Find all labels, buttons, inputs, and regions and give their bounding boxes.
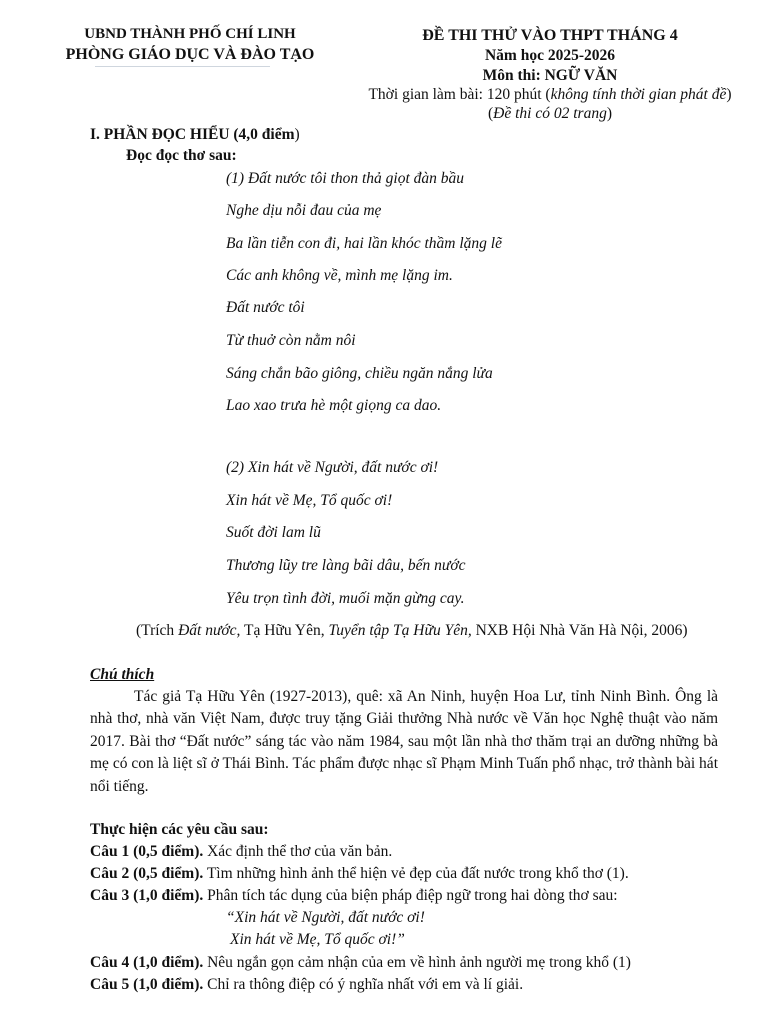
question-1 <box>90 843 392 861</box>
tasks-heading: Thực hiện các yêu cầu sau: <box>90 821 269 838</box>
time-suffix: ) <box>726 86 732 103</box>
section-title-close: ) <box>294 126 300 143</box>
poem-line: Sáng chắn bão giông, chiều ngăn nắng lửa <box>226 365 493 382</box>
section-title-text: I. PHẦN ĐỌC HIỂU (4,0 điểm <box>90 126 295 143</box>
poem-line: Xin hát về Mẹ, Tổ quốc ơi! <box>226 492 393 509</box>
pages-open: ( <box>488 105 494 122</box>
poem-line: Đất nước tôi <box>226 299 305 316</box>
exam-title: ĐỀ THI THỬ VÀO THPT THÁNG 4 <box>422 27 678 44</box>
poem-line: Nghe dịu nỗi đau của mẹ <box>226 202 382 219</box>
note-heading-text: Chú thích <box>90 666 155 683</box>
poem-line: Suốt đời lam lũ <box>226 524 321 541</box>
question-text: Nêu ngắn gọn cảm nhận của em về hình ảnh người mẹ trong khổ (1) <box>203 954 631 971</box>
section-title <box>90 126 300 144</box>
time-line <box>350 86 750 104</box>
source-work: Đất nước, <box>178 622 241 639</box>
question-label: Câu 1 (0,5 điểm). <box>90 843 204 860</box>
header-divider <box>95 66 270 67</box>
pages-note: Đề thi có 02 trang <box>493 105 607 122</box>
source-open: (Trích <box>136 622 179 639</box>
poem-line: Ba lần tiễn con đi, hai lần khóc thầm lặng lẽ <box>226 235 502 252</box>
question-3 <box>90 887 618 905</box>
source-citation <box>136 622 688 640</box>
question-text: Tìm những hình ảnh thể hiện vẻ đẹp của đất nước trong khổ thơ (1). <box>203 865 629 882</box>
quote-line-2: Xin hát về Mẹ, Tổ quốc ơi!” <box>230 931 405 948</box>
question-label: Câu 3 (1,0 điểm). <box>90 887 204 904</box>
org-line-1: UBND THÀNH PHỐ CHÍ LINH <box>84 26 296 42</box>
note-paragraph: Tác giả Tạ Hữu Yên (1927-2013), quê: xã An Ninh, huyện Hoa Lư, tỉnh Ninh Bình. Ông là nhà thơ, nhà văn Việt Nam, được truy tặng Giải thưởng Nhà nước về Văn học Nghệ thuật vào năm 2017. Bài thơ “Đất nước” sáng tác vào năm 1984, sau một lần nhà thơ thăm trại an dưỡng những bà mẹ có con là liệt sĩ ở Thái Bình. Tác phẩm được nhạc sĩ Phạm Minh Tuấn phổ nhạc, trở thành bài hát nổi tiếng. <box>90 688 718 795</box>
poem-line: Các anh không về, mình mẹ lặng im. <box>226 267 453 284</box>
question-text: Xác định thể thơ của văn bản. <box>203 843 393 860</box>
source-publisher: NXB Hội Nhà Văn Hà Nội, 2006) <box>471 622 688 639</box>
note-heading <box>90 666 154 684</box>
poem-line: Thương lũy tre làng bãi dâu, bến nước <box>226 557 466 574</box>
poem-line: (1) Đất nước tôi thon thả giọt đàn bầu <box>226 170 465 187</box>
quote-line-1: “Xin hát về Người, đất nước ơi! <box>226 909 425 926</box>
poem-line: Từ thuở còn nằm nôi <box>226 332 356 349</box>
poem-line: Lao xao trưa hè một giọng ca dao. <box>226 397 442 414</box>
question-2 <box>90 865 629 883</box>
question-4 <box>90 954 631 972</box>
source-author: Tạ Hữu Yên, <box>240 622 329 639</box>
source-collection: Tuyển tập Tạ Hữu Yên, <box>328 622 472 639</box>
time-note: không tính thời gian phát đề <box>550 86 727 103</box>
time-prefix: Thời gian làm bài: 120 phút ( <box>368 86 551 103</box>
section-instruction: Đọc đọc thơ sau: <box>126 147 237 164</box>
poem-line: (2) Xin hát về Người, đất nước ơi! <box>226 459 439 476</box>
poem-line: Yêu trọn tình đời, muối mặn gừng cay. <box>226 590 465 607</box>
pages-line <box>350 105 750 123</box>
subject: Môn thi: NGỮ VĂN <box>482 67 618 84</box>
question-label: Câu 5 (1,0 điểm). <box>90 976 204 993</box>
school-year: Năm học 2025-2026 <box>484 47 616 64</box>
question-text: Phân tích tác dụng của biện pháp điệp ngữ trong hai dòng thơ sau: <box>203 887 618 904</box>
question-label: Câu 4 (1,0 điểm). <box>90 954 204 971</box>
question-label: Câu 2 (0,5 điểm). <box>90 865 204 882</box>
question-5 <box>90 976 523 994</box>
org-line-2: PHÒNG GIÁO DỤC VÀ ĐÀO TẠO <box>65 46 315 63</box>
pages-close: ) <box>606 105 612 122</box>
question-text: Chỉ ra thông điệp có ý nghĩa nhất với em và lí giải. <box>203 976 524 993</box>
